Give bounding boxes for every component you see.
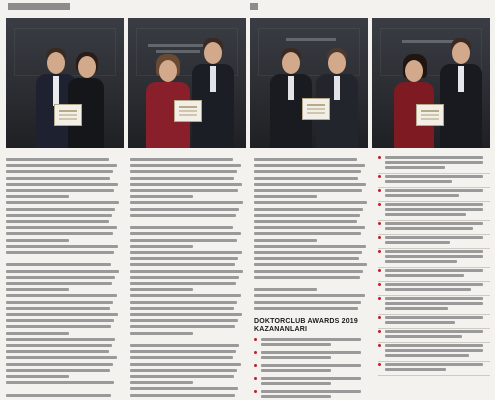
award-category-item [378, 316, 490, 328]
text-line-placeholder [385, 363, 483, 366]
bullet-icon [378, 156, 381, 159]
text-line-placeholder [6, 263, 111, 266]
award-category-item [378, 363, 490, 375]
text-line-placeholder [385, 213, 466, 216]
text-line-placeholder [130, 232, 241, 235]
text-line-placeholder [6, 195, 69, 198]
text-line-placeholder [130, 164, 241, 167]
text-line-placeholder [6, 301, 113, 304]
text-line-placeholder [254, 270, 363, 273]
award-category-item [378, 175, 490, 187]
photo-couple-award [6, 18, 124, 148]
text-line-placeholder [130, 270, 243, 273]
text-line-placeholder [130, 325, 235, 328]
text-line-placeholder [130, 369, 237, 372]
text-line-placeholder [6, 363, 113, 366]
text-line-placeholder [6, 394, 111, 397]
text-line-placeholder [6, 313, 118, 316]
text-line-placeholder [6, 369, 110, 372]
text-line-placeholder [6, 288, 69, 291]
text-line-placeholder [6, 220, 109, 223]
text-line-placeholder [6, 319, 114, 322]
list-divider [378, 187, 490, 188]
text-line-placeholder [6, 375, 69, 378]
text-line-placeholder [254, 232, 361, 235]
text-line-placeholder [254, 276, 360, 279]
text-line-placeholder [130, 381, 193, 384]
text-line-placeholder [6, 338, 115, 341]
text-line-placeholder [385, 194, 459, 197]
list-divider [378, 248, 490, 249]
person-man [316, 44, 358, 148]
text-line-placeholder [385, 236, 483, 239]
text-line-placeholder [6, 276, 115, 279]
person-man [440, 36, 482, 148]
text-line-placeholder [254, 239, 317, 242]
text-line-placeholder [254, 294, 365, 297]
text-line-placeholder [385, 166, 445, 169]
bullet-icon [254, 377, 257, 380]
text-line-placeholder [130, 201, 243, 204]
text-line-placeholder [385, 250, 483, 253]
award-category-item [378, 222, 490, 234]
text-line-placeholder [254, 307, 358, 310]
award-category-item [378, 269, 490, 281]
text-line-placeholder [6, 170, 113, 173]
text-line-placeholder [385, 156, 483, 159]
text-line-placeholder [254, 288, 317, 291]
text-line-placeholder [254, 183, 366, 186]
text-line-placeholder [6, 356, 117, 359]
text-line-placeholder [261, 338, 361, 341]
winners-list-column [378, 154, 490, 400]
unreadable-heading-fragment [250, 3, 258, 10]
text-line-placeholder [254, 220, 357, 223]
text-line-placeholder [261, 395, 331, 398]
text-line-placeholder [385, 302, 483, 305]
text-line-placeholder [6, 183, 118, 186]
text-line-placeholder [261, 343, 331, 346]
text-line-placeholder [130, 301, 237, 304]
text-line-placeholder [130, 239, 237, 242]
text-line-placeholder [385, 241, 450, 244]
text-line-placeholder [385, 269, 483, 272]
text-line-placeholder [6, 294, 117, 297]
text-line-placeholder [254, 201, 367, 204]
text-line-placeholder [6, 177, 110, 180]
text-line-placeholder [130, 282, 236, 285]
award-category-item [378, 344, 490, 361]
text-line-placeholder [254, 164, 365, 167]
award-certificate [302, 98, 330, 120]
article-column-1 [6, 154, 120, 400]
bullet-icon [378, 203, 381, 206]
award-category-item [378, 283, 490, 295]
text-line-placeholder [6, 270, 119, 273]
text-line-placeholder [254, 301, 361, 304]
text-line-placeholder [385, 344, 483, 347]
text-line-placeholder [385, 260, 457, 263]
text-line-placeholder [130, 251, 242, 254]
text-line-placeholder [130, 294, 241, 297]
bullet-icon [254, 351, 257, 354]
text-line-placeholder [385, 227, 473, 230]
bullet-icon [378, 236, 381, 239]
text-line-placeholder [6, 245, 118, 248]
award-category-item [378, 236, 490, 248]
text-line-placeholder [130, 177, 234, 180]
list-divider [378, 201, 490, 202]
text-line-placeholder [6, 381, 114, 384]
text-line-placeholder [385, 180, 452, 183]
text-line-placeholder [6, 232, 113, 235]
award-category-item [378, 297, 490, 314]
text-line-placeholder [130, 350, 236, 353]
text-line-placeholder [385, 203, 483, 206]
text-line-placeholder [130, 245, 193, 248]
text-line-placeholder [254, 251, 362, 254]
text-line-placeholder [130, 208, 239, 211]
text-line-placeholder [385, 288, 471, 291]
text-line-placeholder [254, 158, 357, 161]
text-line-placeholder [254, 208, 363, 211]
text-line-placeholder [385, 283, 483, 286]
text-line-placeholder [385, 175, 483, 178]
bullet-icon [378, 330, 381, 333]
text-line-placeholder [130, 158, 233, 161]
text-line-placeholder [385, 354, 469, 357]
text-line-placeholder [6, 214, 112, 217]
text-line-placeholder [261, 364, 361, 367]
text-line-placeholder [130, 214, 236, 217]
text-line-placeholder [6, 201, 119, 204]
person-woman [394, 52, 434, 148]
award-category-item [378, 189, 490, 201]
list-divider [378, 314, 490, 315]
unreadable-heading-fragment [8, 3, 70, 10]
bullet-icon [378, 316, 381, 319]
list-divider [378, 375, 490, 376]
text-line-placeholder [130, 189, 238, 192]
text-line-placeholder [6, 208, 115, 211]
text-line-placeholder [385, 349, 483, 352]
text-line-placeholder [130, 307, 234, 310]
text-line-placeholder [385, 307, 448, 310]
text-line-placeholder [254, 245, 366, 248]
award-category-item [378, 250, 490, 267]
bullet-icon [378, 250, 381, 253]
text-line-placeholder [6, 307, 110, 310]
text-line-placeholder [385, 330, 483, 333]
text-line-placeholder [6, 189, 114, 192]
person-man [192, 36, 234, 148]
bullet-icon [378, 269, 381, 272]
text-line-placeholder [130, 387, 238, 390]
person-woman [68, 48, 104, 148]
photo-woman-man-award [128, 18, 246, 148]
text-line-placeholder [385, 189, 483, 192]
text-line-placeholder [130, 344, 239, 347]
text-line-placeholder [130, 288, 193, 291]
previous-page-strip [0, 0, 495, 14]
bullet-icon [378, 175, 381, 178]
text-line-placeholder [261, 382, 331, 385]
text-line-placeholder [6, 251, 114, 254]
bullet-icon [378, 297, 381, 300]
award-certificate [54, 104, 82, 126]
article-columns [6, 154, 490, 400]
text-line-placeholder [254, 170, 361, 173]
bullet-icon [378, 222, 381, 225]
text-line-placeholder [254, 195, 317, 198]
list-divider [378, 328, 490, 329]
text-line-placeholder [254, 257, 359, 260]
list-divider [378, 342, 490, 343]
person-man [270, 44, 312, 148]
text-line-placeholder [6, 282, 112, 285]
text-line-placeholder [130, 313, 242, 316]
text-line-placeholder [130, 257, 238, 260]
list-divider [378, 295, 490, 296]
text-line-placeholder [385, 208, 483, 211]
text-line-placeholder [385, 297, 483, 300]
text-line-placeholder [385, 316, 483, 319]
text-line-placeholder [6, 350, 109, 353]
text-line-placeholder [261, 351, 361, 354]
list-divider [378, 220, 490, 221]
list-divider [378, 234, 490, 235]
winner-list-item [254, 390, 368, 400]
list-divider [378, 281, 490, 282]
bullet-icon [378, 283, 381, 286]
text-line-placeholder [130, 183, 242, 186]
bullet-icon [254, 338, 257, 341]
text-line-placeholder [254, 189, 362, 192]
article-column-2 [130, 154, 244, 400]
text-line-placeholder [6, 158, 109, 161]
list-divider [378, 267, 490, 268]
text-line-placeholder [385, 161, 483, 164]
text-line-placeholder [6, 164, 117, 167]
text-line-placeholder [254, 263, 367, 266]
text-line-placeholder [261, 390, 361, 393]
text-line-placeholder [261, 356, 331, 359]
bullet-icon [254, 364, 257, 367]
text-line-placeholder [254, 226, 365, 229]
text-line-placeholder [130, 195, 193, 198]
award-category-item [378, 203, 490, 220]
text-line-placeholder [261, 369, 331, 372]
text-line-placeholder [254, 214, 360, 217]
text-line-placeholder [6, 344, 112, 347]
photo-two-men-award [250, 18, 368, 148]
text-line-placeholder [385, 321, 455, 324]
text-line-placeholder [130, 226, 233, 229]
text-line-placeholder [130, 263, 235, 266]
list-divider [378, 173, 490, 174]
text-line-placeholder [261, 377, 361, 380]
text-line-placeholder [385, 335, 462, 338]
text-line-placeholder [130, 375, 234, 378]
text-line-placeholder [130, 319, 238, 322]
text-line-placeholder [6, 325, 111, 328]
award-certificate [416, 104, 444, 126]
text-line-placeholder [130, 356, 233, 359]
bullet-icon [378, 363, 381, 366]
text-line-placeholder [385, 255, 483, 258]
text-line-placeholder [6, 226, 117, 229]
text-line-placeholder [6, 239, 69, 242]
text-line-placeholder [130, 363, 241, 366]
text-line-placeholder [385, 368, 446, 371]
article-column-3 [254, 154, 368, 400]
bullet-icon [254, 390, 257, 393]
bullet-icon [378, 189, 381, 192]
winners-heading: DOKTORCLUB AWARDS 2019 KAZANANLARI [254, 318, 358, 333]
text-line-placeholder [130, 332, 193, 335]
text-line-placeholder [130, 276, 239, 279]
award-category-item [378, 330, 490, 342]
photo-woman-man-certificate [372, 18, 490, 148]
award-category-item [378, 156, 490, 173]
award-certificate [174, 100, 202, 122]
text-line-placeholder [6, 332, 69, 335]
text-line-placeholder [254, 177, 358, 180]
text-line-placeholder [385, 222, 483, 225]
text-line-placeholder [385, 274, 464, 277]
award-photo-strip [6, 18, 490, 148]
text-line-placeholder [130, 394, 235, 397]
bullet-icon [378, 344, 381, 347]
list-divider [378, 361, 490, 362]
text-line-placeholder [130, 170, 237, 173]
